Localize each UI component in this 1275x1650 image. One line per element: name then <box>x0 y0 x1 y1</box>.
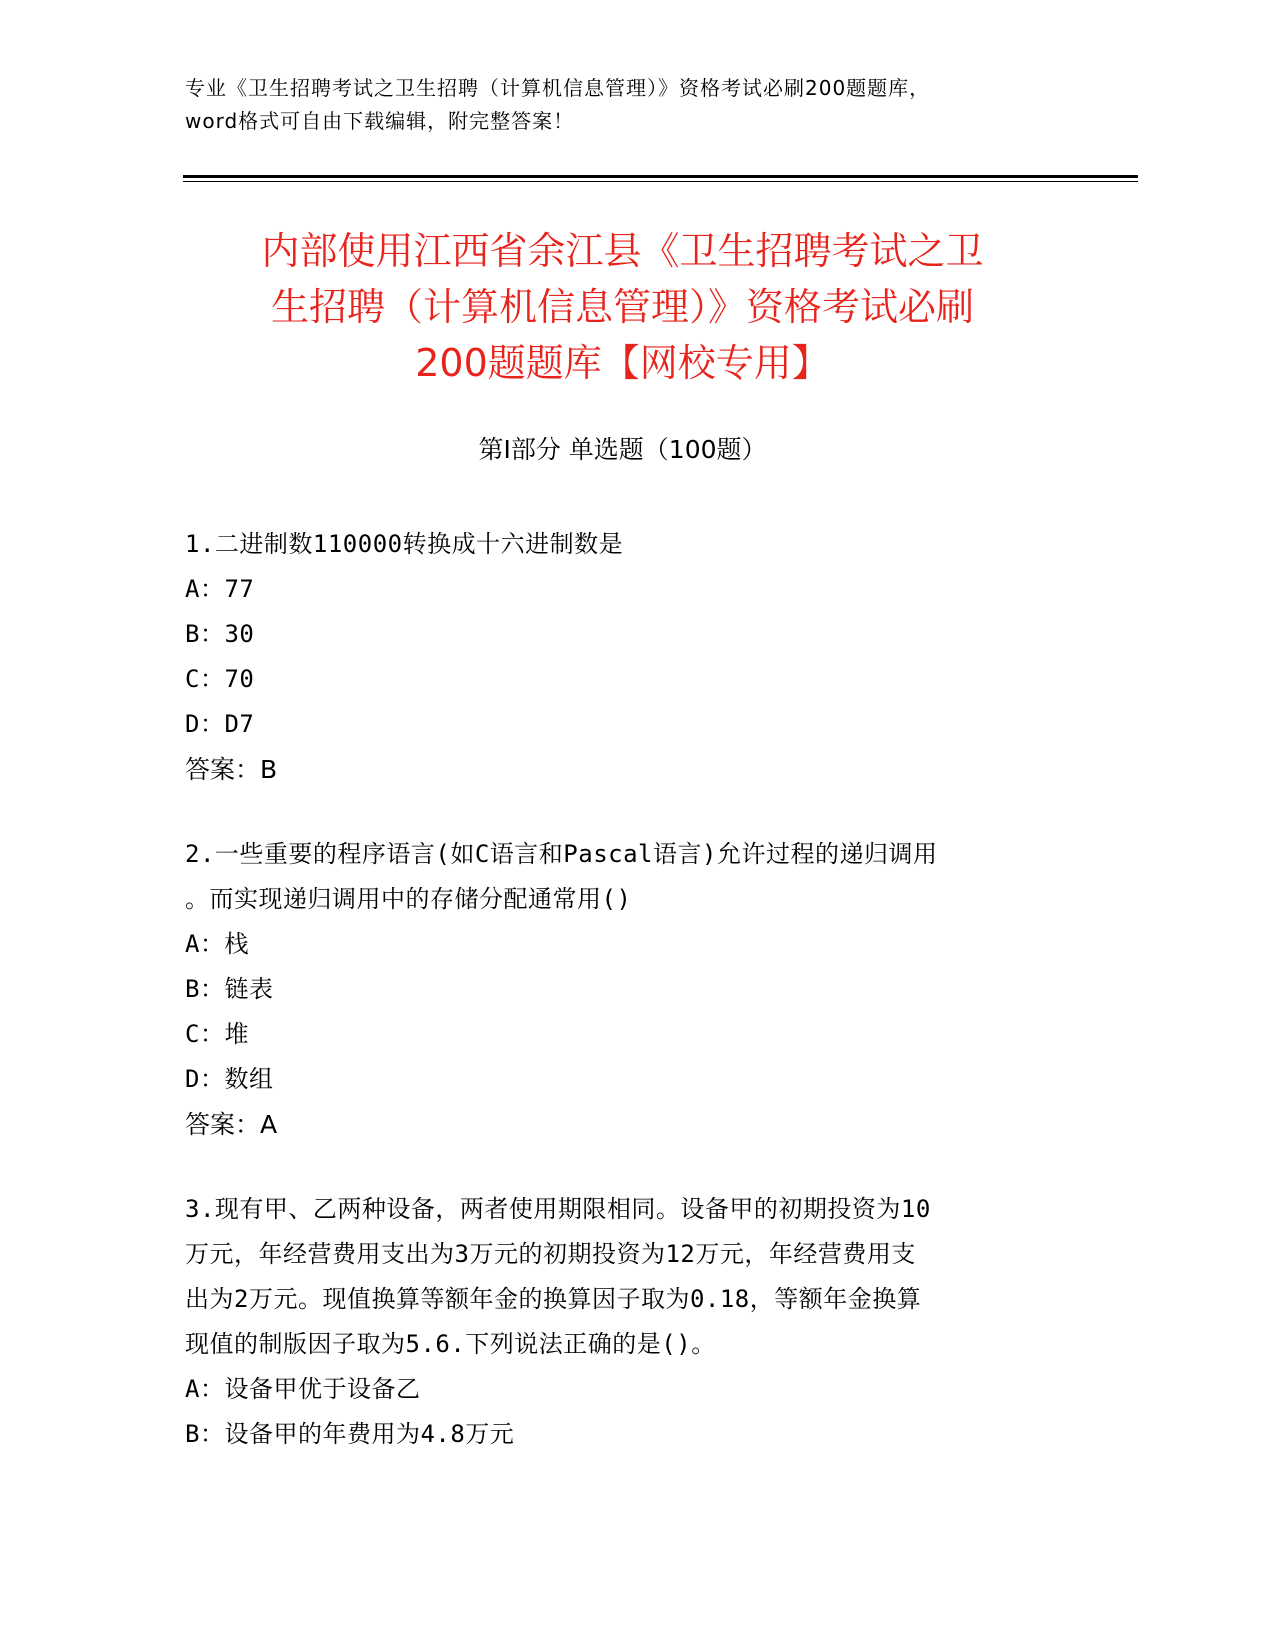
header-divider-thin <box>183 181 1138 182</box>
question-1 <box>185 522 1065 792</box>
question-2-option-a: A：栈 <box>185 930 249 958</box>
question-2 <box>185 832 1065 1147</box>
question-1-answer: 答案：B <box>185 755 278 784</box>
question-1-option-c: C：70 <box>185 665 255 693</box>
question-1-text: 1.二进制数110000转换成十六进制数是 <box>185 530 624 558</box>
header-note-line-2: word格式可自由下载编辑，附完整答案！ <box>185 109 575 133</box>
question-2-answer: 答案：A <box>185 1110 278 1139</box>
question-2-option-b: B：链表 <box>185 975 274 1003</box>
document-title-line-2: 生招聘（计算机信息管理）》资格考试必刷 <box>270 285 974 329</box>
question-3-option-b: B：设备甲的年费用为4.8万元 <box>185 1420 515 1448</box>
question-3 <box>185 1187 1065 1457</box>
document-title-line-1: 内部使用江西省余江县《卫生招聘考试之卫 <box>261 229 984 273</box>
question-2-text-line-1: 2.一些重要的程序语言(如C语言和Pascal语言)允许过程的递归调用 <box>185 840 938 868</box>
header-divider-thick <box>183 175 1138 178</box>
question-2-text-line-2: 。而实现递归调用中的存储分配通常用() <box>185 885 632 913</box>
question-2-option-d: D：数组 <box>185 1065 274 1093</box>
question-list <box>185 522 1065 1497</box>
question-3-text-line-3: 出为2万元。现值换算等额年金的换算因子取为0.18，等额年金换算 <box>185 1285 922 1313</box>
question-1-option-a: A：77 <box>185 575 255 603</box>
question-1-option-b: B：30 <box>185 620 255 648</box>
header-note-line-1: 专业《卫生招聘考试之卫生招聘（计算机信息管理）》资格考试必刷200题题库， <box>185 76 931 100</box>
question-1-option-d: D：D7 <box>185 710 255 738</box>
document-title-line-3: 200题题库【网校专用】 <box>415 341 830 385</box>
document-title <box>180 223 1065 391</box>
question-3-text-line-2: 万元，年经营费用支出为3万元的初期投资为12万元，年经营费用支 <box>185 1240 916 1268</box>
section-heading: 第I部分 单选题（100题） <box>478 435 767 464</box>
question-2-option-c: C：堆 <box>185 1020 249 1048</box>
question-3-text-line-1: 3.现有甲、乙两种设备，两者使用期限相同。设备甲的初期投资为10 <box>185 1195 931 1223</box>
header-note <box>185 72 1085 138</box>
question-3-option-a: A：设备甲优于设备乙 <box>185 1375 421 1403</box>
question-3-text-line-4: 现值的制版因子取为5.6.下列说法正确的是()。 <box>185 1330 716 1358</box>
